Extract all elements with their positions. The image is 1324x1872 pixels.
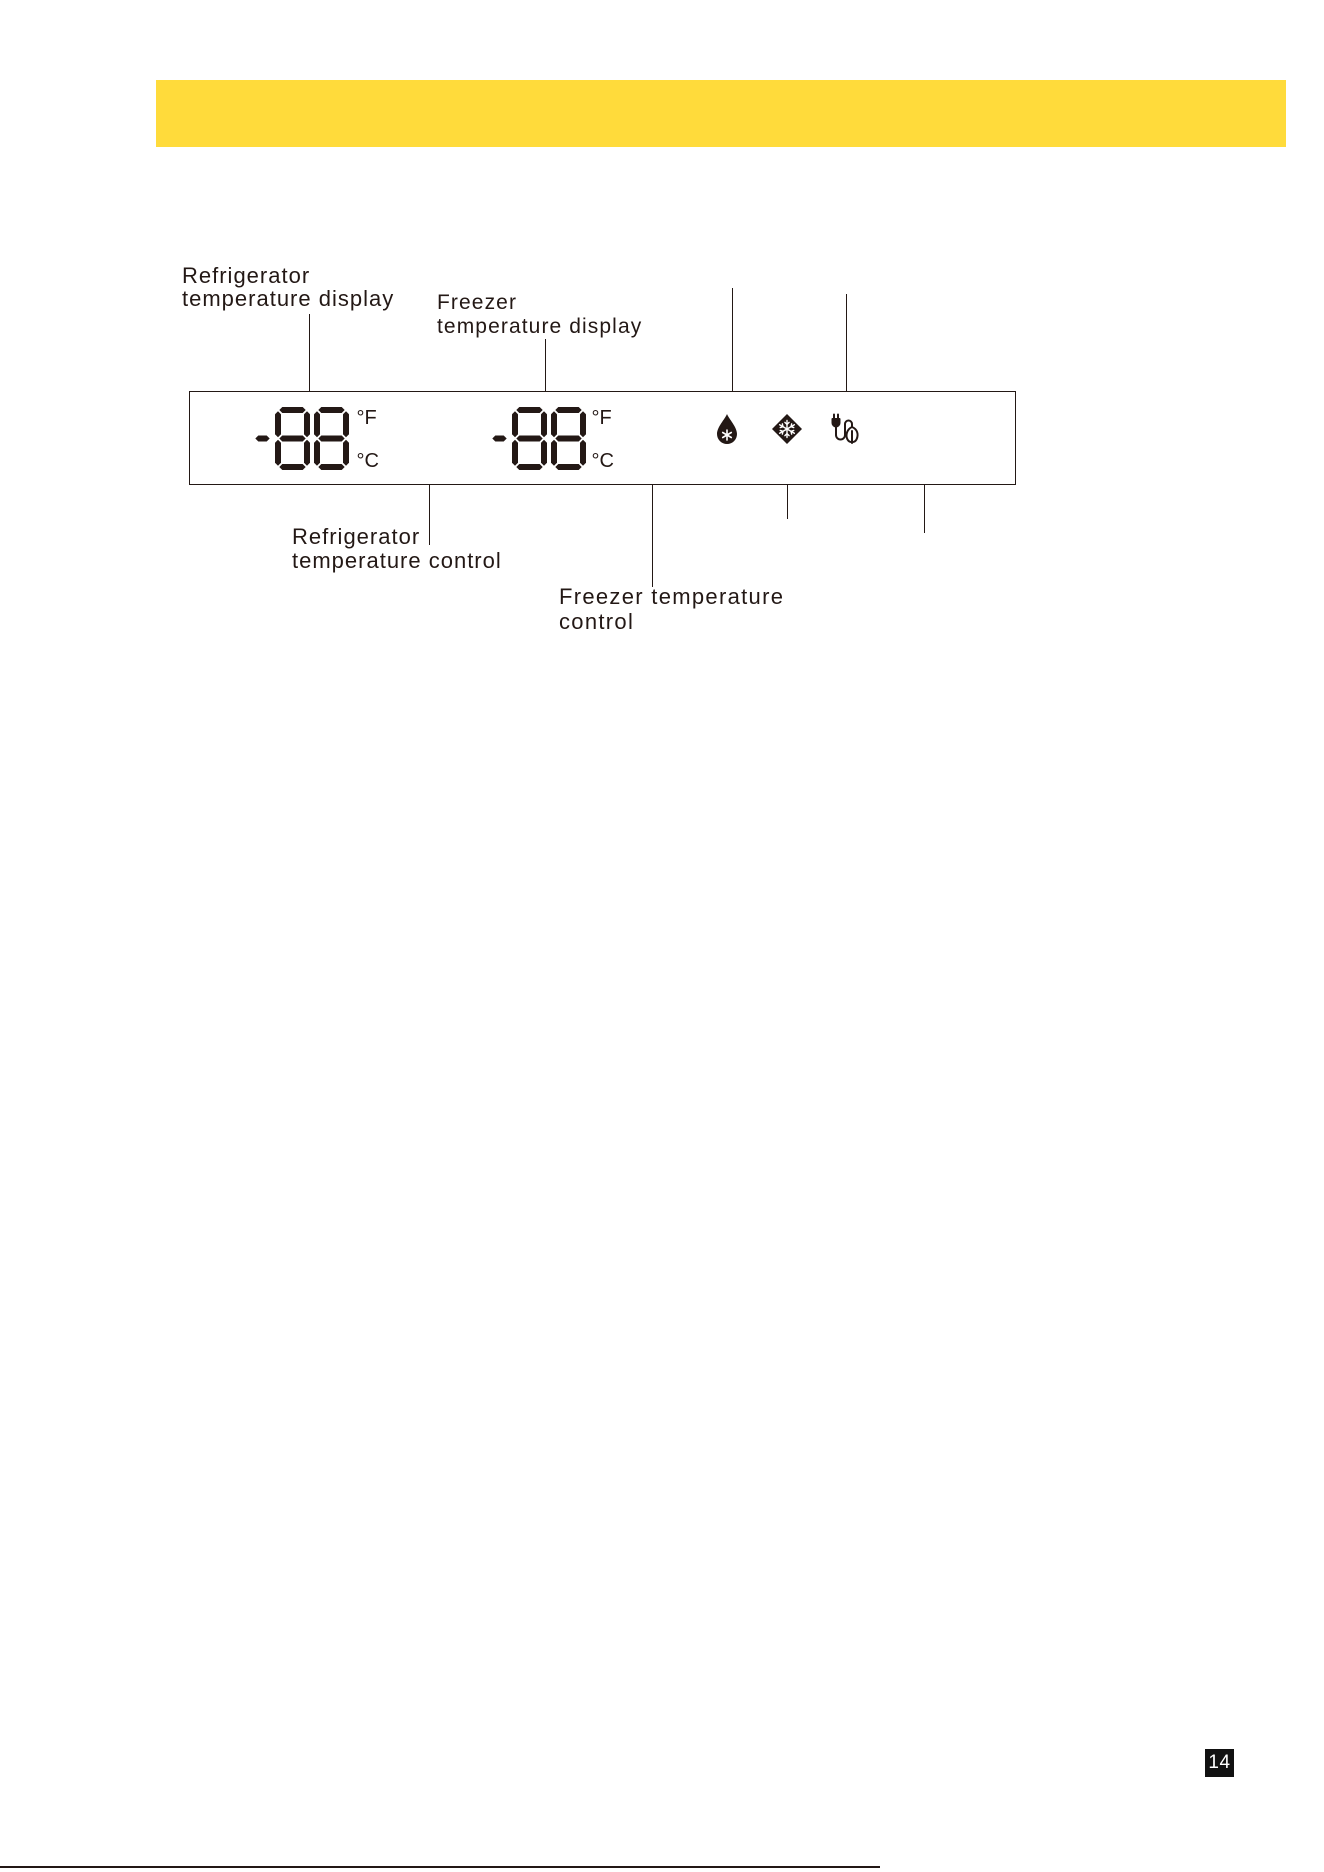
lcd-segment-f [275, 411, 281, 437]
refrigerator-display-leader-line [309, 314, 311, 391]
lcd-segment-c [541, 439, 547, 465]
lcd-segment-a [516, 407, 542, 413]
callout-line: Freezer [437, 291, 518, 314]
lcd-segment-g [318, 435, 344, 441]
lcd-digit [275, 407, 310, 470]
lcd-segment-c [343, 439, 349, 465]
callout-line: Freezer temperature [559, 584, 785, 609]
snowflake-icon [771, 413, 803, 445]
freezer-control-leader-line [652, 485, 654, 587]
water-icon-leader-line [732, 288, 734, 391]
lcd-minus-sign [492, 435, 506, 441]
lcd-segment-g [279, 435, 305, 441]
freezer-control-callout [559, 584, 784, 634]
lcd-digit [314, 407, 349, 470]
refrigerator-unit-celsius: °C [356, 449, 379, 472]
lcd-segment-f [512, 411, 518, 437]
callout-line: Refrigerator [292, 524, 421, 549]
refrigerator-display-callout [182, 264, 394, 310]
page-number: 14 [1205, 1749, 1234, 1777]
freezer-unit-celsius: °C [591, 449, 614, 472]
lcd-segment-d [279, 464, 305, 470]
lcd-segment-b [304, 411, 310, 437]
lcd-segment-d [555, 464, 581, 470]
lcd-segment-b [580, 411, 586, 437]
lcd-segment-d [516, 464, 542, 470]
water-drop-icon [716, 413, 738, 445]
lcd-segment-d [318, 464, 344, 470]
refrigerator-temperature-digits [254, 407, 352, 470]
plug-leaf-icon [830, 413, 862, 445]
callout-line: temperature control [292, 548, 502, 573]
lcd-segment-e [512, 439, 518, 465]
lcd-segment-g [255, 435, 269, 441]
right-button-leader-line [924, 485, 926, 533]
lcd-segment-a [279, 407, 305, 413]
lcd-digit [551, 407, 586, 470]
freezer-display-callout [437, 291, 642, 339]
plug-icon-leader-line [846, 294, 848, 391]
freezer-display-leader-line [545, 339, 547, 391]
lcd-segment-f [314, 411, 320, 437]
lcd-segment-e [551, 439, 557, 465]
callout-line: temperature display [182, 286, 395, 311]
refrigerator-control-callout [292, 525, 502, 573]
lcd-segment-c [580, 439, 586, 465]
lcd-segment-c [304, 439, 310, 465]
section-header-bar [156, 80, 1286, 147]
snowflake-button-leader-line [787, 485, 789, 519]
freezer-temperature-digits [491, 407, 589, 470]
lcd-segment-a [318, 407, 344, 413]
callout-line: control [559, 609, 635, 634]
lcd-segment-g [555, 435, 581, 441]
lcd-digit [512, 407, 547, 470]
lcd-segment-e [314, 439, 320, 465]
lcd-minus-sign [255, 435, 269, 441]
callout-line: Refrigerator [182, 263, 311, 288]
lcd-segment-f [551, 411, 557, 437]
callout-line: temperature display [437, 315, 643, 338]
freezer-unit-fahrenheit: °F [591, 406, 612, 429]
control-display-panel [189, 391, 1016, 485]
lcd-segment-a [555, 407, 581, 413]
lcd-segment-e [275, 439, 281, 465]
bottom-rule [0, 1866, 880, 1868]
lcd-segment-b [541, 411, 547, 437]
lcd-segment-g [492, 435, 506, 441]
lcd-segment-b [343, 411, 349, 437]
lcd-segment-g [516, 435, 542, 441]
refrigerator-unit-fahrenheit: °F [356, 406, 377, 429]
